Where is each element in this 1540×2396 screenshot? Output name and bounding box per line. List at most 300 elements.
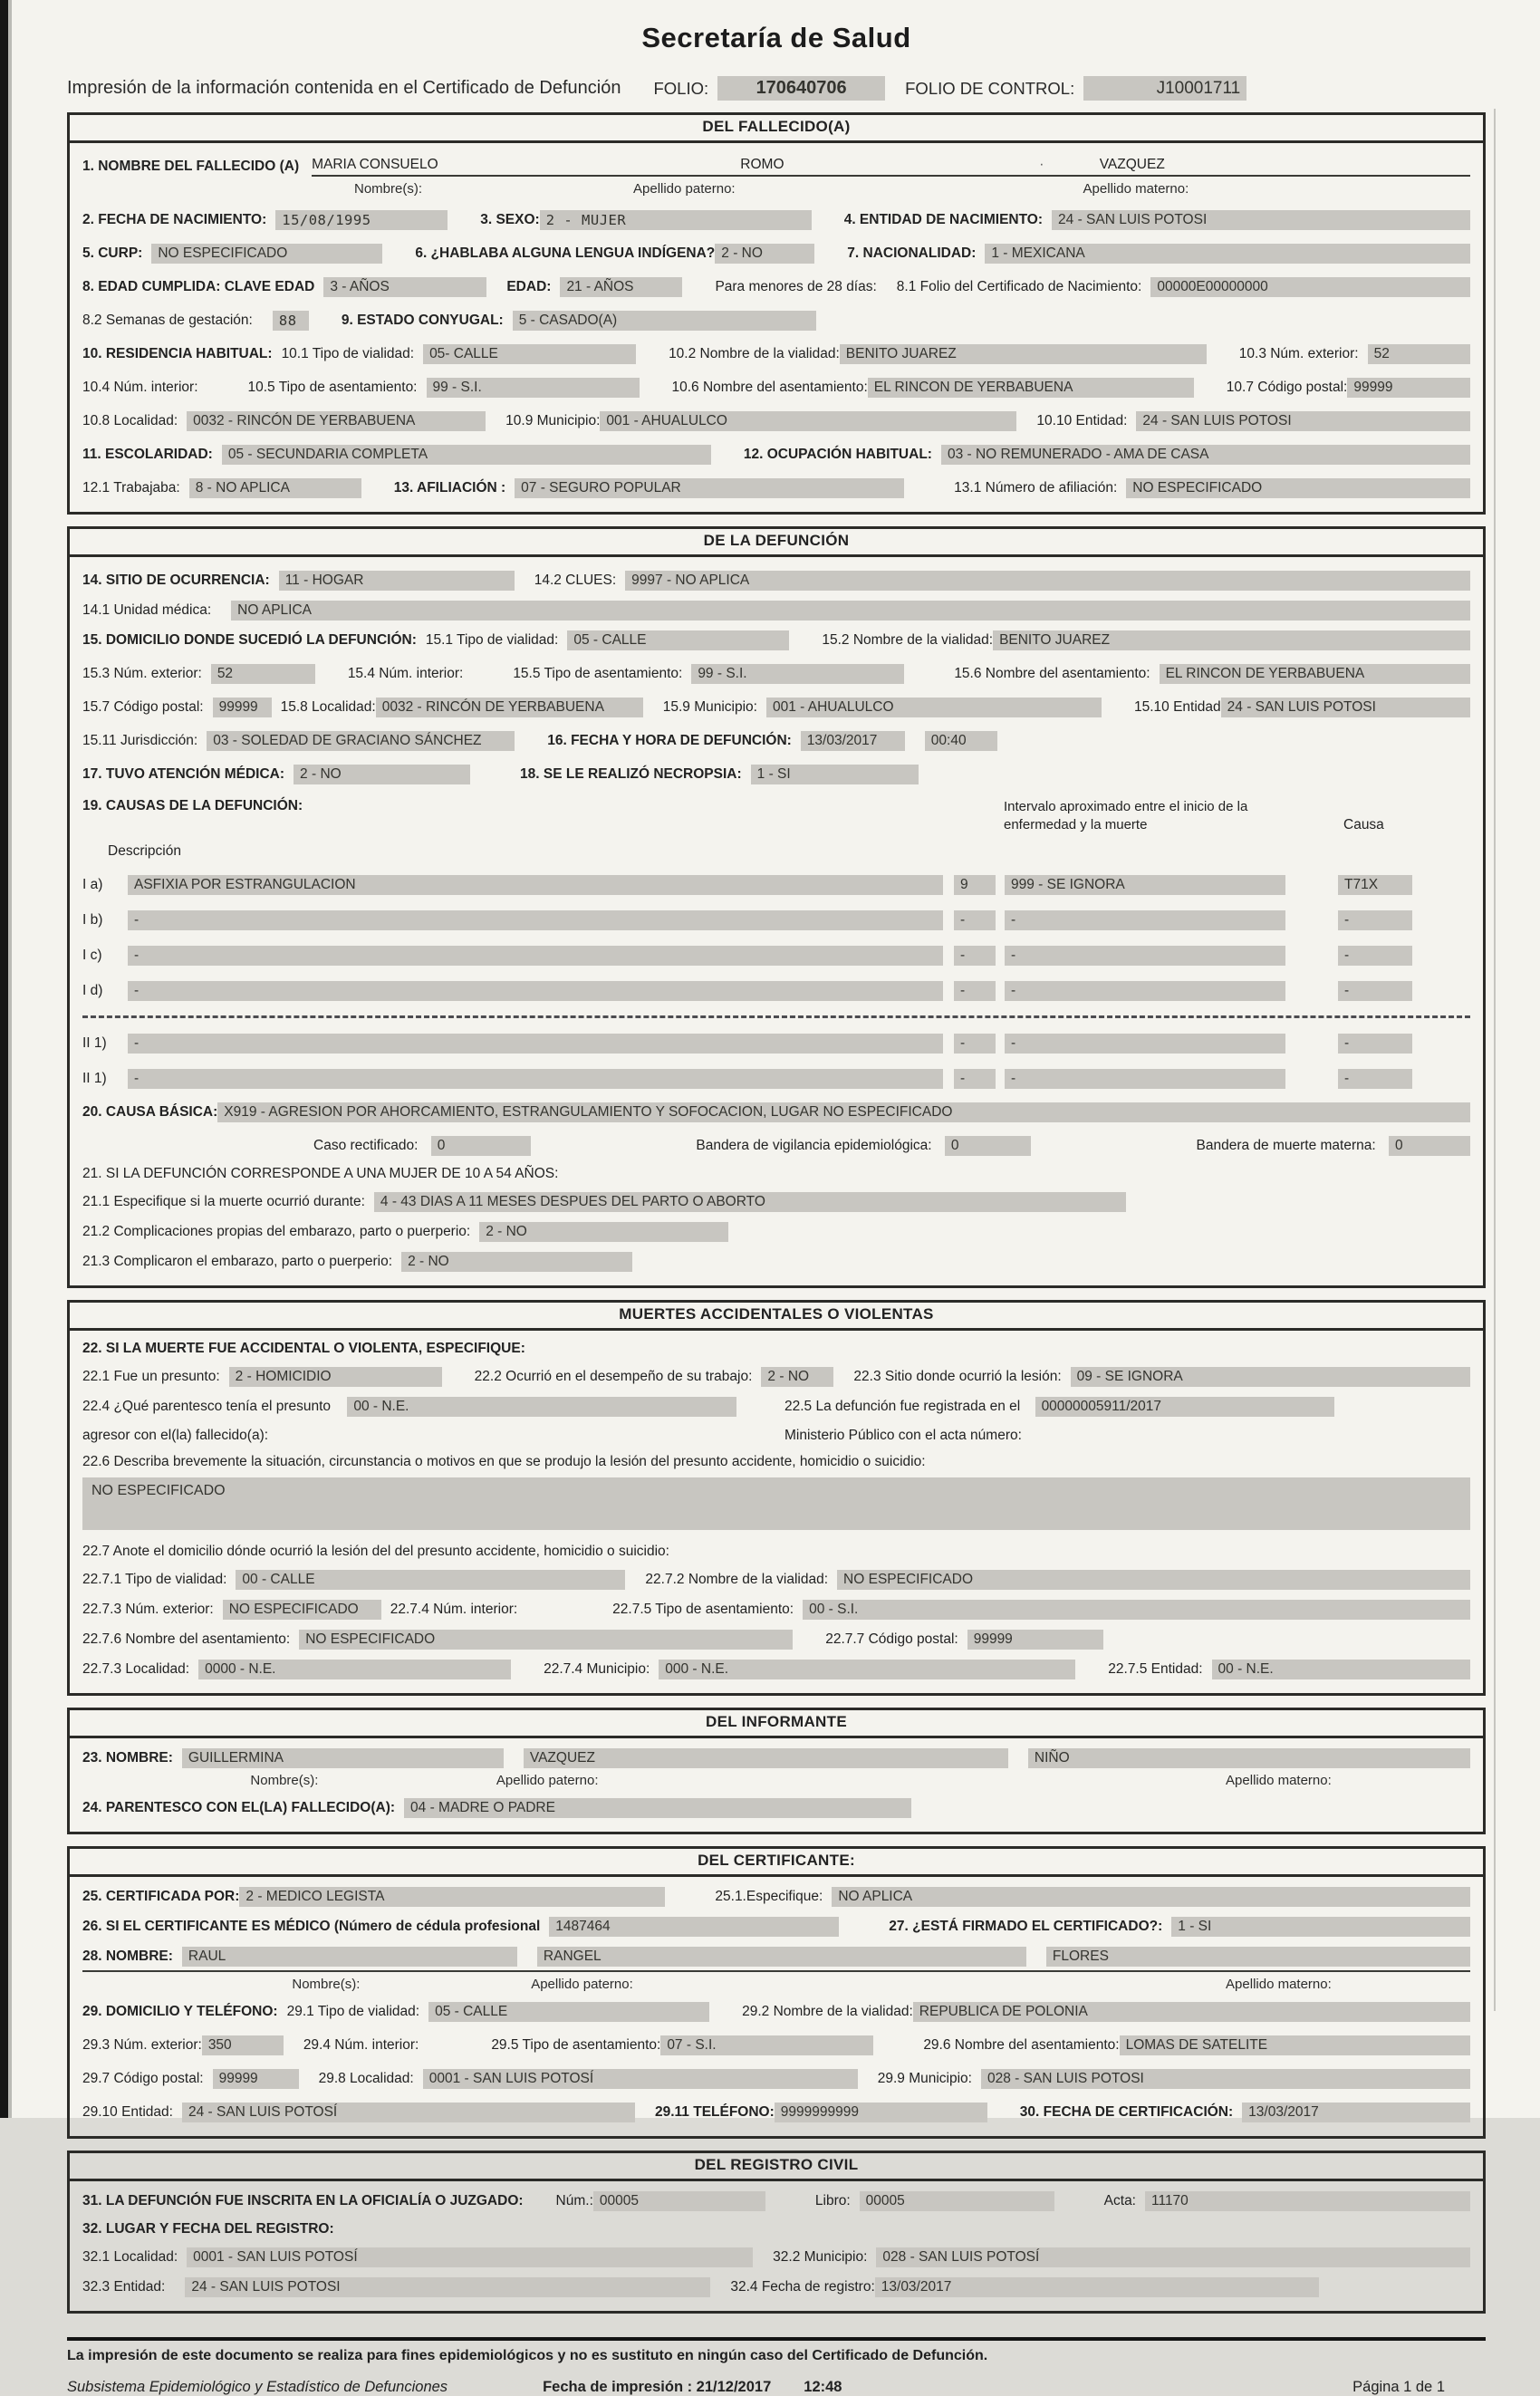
bandera-vigilancia-label: Bandera de vigilancia epidemiológica: <box>696 1138 932 1154</box>
nacionalidad-value: 1 - MEXICANA <box>985 244 1470 264</box>
row-29-10 <box>82 2103 1470 2122</box>
ocurrio-trabajo-label: 22.2 Ocurrió en el desempeño de su trabajo: <box>474 1369 753 1384</box>
libro-value: 00005 <box>860 2191 1054 2211</box>
acta-ministerio-line1 <box>784 1397 1470 1417</box>
registro-municipio-label: 32.2 Municipio: <box>773 2249 868 2265</box>
sexo-value: 2 - MUJER <box>540 210 812 230</box>
row-residencia-3 <box>82 411 1470 431</box>
causas-defuncion-label: 19. CAUSAS DE LA DEFUNCIÓN: <box>82 798 303 813</box>
lengua-indigena-value: 2 - NO <box>715 244 814 264</box>
tipo-vialidad-label: 10.1 Tipo de vialidad: <box>281 346 415 361</box>
def-num-exterior-label: 15.3 Núm. exterior: <box>82 666 202 681</box>
codigo-postal-label: 10.7 Código postal: <box>1226 380 1348 395</box>
complicaciones-embarazo-value: 2 - NO <box>479 1222 728 1242</box>
numero-afiliacion-value: NO ESPECIFICADO <box>1126 478 1470 498</box>
descripcion-header-label: Descripción <box>108 843 181 859</box>
document-subheader <box>67 76 1486 101</box>
def-nombre-asentamiento-value: EL RINCON DE YERBABUENA <box>1160 664 1470 684</box>
muerte-violenta-label: 22. SI LA MUERTE FUE ACCIDENTAL O VIOLENTA, ESPECIFIQUE: <box>82 1341 525 1356</box>
cert-nombre-asentamiento-label: 29.6 Nombre del asentamiento: <box>923 2037 1120 2053</box>
row-certificada-por <box>82 1887 1470 1907</box>
cause-description: - <box>128 1034 943 1054</box>
domicilio-telefono-label: 29. DOMICILIO Y TELÉFONO: <box>82 2004 278 2019</box>
row-causas-header <box>82 798 1470 833</box>
localidad-value: 0032 - RINCÓN DE YERBABUENA <box>187 411 486 431</box>
lesion-nombre-vialidad-label: 22.7.2 Nombre de la vialidad: <box>645 1572 829 1587</box>
def-entidad-value: 24 - SAN LUIS POTOSI <box>1221 698 1470 717</box>
domicilio-defuncion-label: 15. DOMICILIO DONDE SUCEDIÓ LA DEFUNCIÓN: <box>82 632 417 648</box>
footer-row <box>67 2379 1486 2396</box>
fecha-nacimiento-value: 15/08/1995 <box>275 210 448 230</box>
cause-interval-unit: - <box>954 910 996 930</box>
row-defuncion-3 <box>82 698 1470 717</box>
fecha-hora-defuncion-label: 16. FECHA Y HORA DE DEFUNCIÓN: <box>547 733 792 748</box>
def-num-exterior-value: 52 <box>211 664 315 684</box>
informante-apellido-materno: NIÑO <box>1028 1748 1470 1768</box>
folio-label: FOLIO: <box>653 78 709 98</box>
row-residencia-1 <box>82 344 1470 364</box>
nombre-fallecido-sublabels <box>82 181 1470 197</box>
footer-hora-impresion: 12:48 <box>804 2379 842 2395</box>
row-22-7-6 <box>82 1630 1470 1650</box>
row-29-3 <box>82 2035 1470 2055</box>
nombre-vialidad-value: BENITO JUAREZ <box>840 344 1207 364</box>
cause-row <box>82 946 1470 966</box>
trabajaba-label: 12.1 Trabajaba: <box>82 480 180 496</box>
entidad-label: 10.10 Entidad: <box>1036 413 1128 428</box>
lesion-localidad-label: 22.7.3 Localidad: <box>82 1661 190 1677</box>
cert-telefono-label: 29.11 TELÉFONO: <box>654 2104 775 2120</box>
complicaciones-embarazo-label: 21.2 Complicaciones propias del embarazo, parto o puerperio: <box>82 1224 471 1239</box>
registro-municipio-value: 028 - SAN LUIS POTOSÍ <box>876 2247 1470 2267</box>
municipio-label: 10.9 Municipio: <box>505 413 601 428</box>
def-municipio-value: 001 - AHUALULCO <box>766 698 1102 717</box>
certificante-especifique-label: 25.1.Especifique: <box>715 1889 823 1904</box>
trabajaba-value: 8 - NO APLICA <box>189 478 361 498</box>
cause-interval-value: - <box>1005 1069 1285 1089</box>
edad-value: 21 - AÑOS <box>560 277 682 297</box>
cause-key: I a) <box>82 877 103 892</box>
sublabel-nombres: Nombre(s): <box>354 181 423 197</box>
folio-value: 170640706 <box>717 76 885 101</box>
cause-interval-unit: - <box>954 1034 996 1054</box>
ocupacion-label: 12. OCUPACIÓN HABITUAL: <box>743 447 932 462</box>
cause-description: - <box>128 1069 943 1089</box>
tipo-vialidad-value: 05- CALLE <box>423 344 636 364</box>
nombre-fallecido-label: 1. NOMBRE DEL FALLECIDO (A) <box>82 159 300 174</box>
num-exterior-label: 10.3 Núm. exterior: <box>1238 346 1359 361</box>
cert-municipio-label: 29.9 Municipio: <box>877 2071 972 2086</box>
row-unidad-medica <box>82 601 1470 621</box>
cause-description: - <box>128 946 943 966</box>
atencion-medica-label: 17. TUVO ATENCIÓN MÉDICA: <box>82 766 285 782</box>
bandera-materna-value: 0 <box>1389 1136 1470 1156</box>
causa-basica-label: 20. CAUSA BÁSICA: <box>82 1104 218 1120</box>
lesion-nombre-asentamiento-value: NO ESPECIFICADO <box>299 1630 793 1650</box>
footer-subsistema: Subsistema Epidemiológico y Estadístico de Defunciones <box>67 2379 448 2395</box>
atencion-medica-value: 2 - NO <box>294 765 470 784</box>
section-certificante-title: DEL CERTIFICANTE: <box>70 1849 1483 1877</box>
lesion-tipo-asentamiento-value: 00 - S.I. <box>803 1600 1470 1620</box>
certificante-sublabel-materno: Apellido materno: <box>1226 1977 1332 1992</box>
cause-interval-value: - <box>1005 1034 1285 1054</box>
numero-afiliacion-label: 13.1 Número de afiliación: <box>954 480 1118 496</box>
cause-interval-unit: - <box>954 946 996 966</box>
curp-value: NO ESPECIFICADO <box>151 244 382 264</box>
codigo-postal-value: 99999 <box>1347 378 1470 398</box>
row-mujer-3 <box>82 1252 1470 1272</box>
lesion-codigo-postal-value: 99999 <box>967 1630 1103 1650</box>
lesion-codigo-postal-label: 22.7.7 Código postal: <box>825 1631 958 1647</box>
certificante-nombre-label: 28. NOMBRE: <box>82 1949 173 1964</box>
cause-row <box>82 875 1470 895</box>
cert-entidad-label: 29.10 Entidad: <box>82 2104 173 2120</box>
estado-conyugal-label: 9. ESTADO CONYUGAL: <box>341 313 504 328</box>
oficialia-num-value: 00005 <box>593 2191 765 2211</box>
nombre-vialidad-label: 10.2 Nombre de la vialidad: <box>669 346 840 361</box>
sublabel-apellido-materno: Apellido materno: <box>1083 181 1189 197</box>
fecha-certificacion-label: 30. FECHA DE CERTIFICACIÓN: <box>1019 2104 1234 2120</box>
cert-nombre-asentamiento-value: LOMAS DE SATELITE <box>1120 2035 1470 2055</box>
section-informante-title: DEL INFORMANTE <box>70 1710 1483 1738</box>
footer-pagina: Página 1 de 1 <box>1352 2379 1445 2395</box>
lesion-municipio-value: 000 - N.E. <box>659 1660 1075 1679</box>
num-exterior-value: 52 <box>1368 344 1470 364</box>
row-22-7-localidad <box>82 1660 1470 1679</box>
sitio-lesion-label: 22.3 Sitio donde ocurrió la lesión: <box>853 1369 1062 1384</box>
row-defuncion-2 <box>82 664 1470 684</box>
acta-label: Acta: <box>1103 2193 1136 2208</box>
certificada-por-value: 2 - MEDICO LEGISTA <box>239 1887 665 1907</box>
row-29-7 <box>82 2069 1470 2089</box>
estado-conyugal-value: 5 - CASADO(A) <box>513 311 816 331</box>
causa-basica-value: X919 - AGRESION POR AHORCAMIENTO, ESTRANGULAMIENTO Y SOFOCACION, LUGAR NO ESPECIFICADO <box>217 1102 1470 1122</box>
edad-cumplida-label: 8. EDAD CUMPLIDA: CLAVE EDAD <box>82 279 315 294</box>
acta-ministerio-value: 00000005911/2017 <box>1035 1397 1334 1417</box>
causes-part-divider <box>82 1015 1470 1018</box>
def-localidad-value: 0032 - RINCÓN DE YERBABUENA <box>376 698 643 717</box>
parentesco-value: 04 - MADRE O PADRE <box>404 1798 911 1818</box>
defuncion-mujer-label: 21. SI LA DEFUNCIÓN CORRESPONDE A UNA MUJER DE 10 A 54 AÑOS: <box>82 1166 559 1181</box>
folio-control-value: J10001711 <box>1083 76 1246 101</box>
cert-localidad-value: 0001 - SAN LUIS POTOSÍ <box>423 2069 858 2089</box>
stray-mark: · <box>1039 157 1044 172</box>
sitio-ocurrencia-value: 11 - HOGAR <box>279 571 515 591</box>
lesion-municipio-label: 22.7.4 Municipio: <box>544 1661 650 1677</box>
def-tipo-vialidad-label: 15.1 Tipo de vialidad: <box>425 632 559 648</box>
jurisdiccion-value: 03 - SOLEDAD DE GRACIANO SÁNCHEZ <box>207 731 515 751</box>
cause-key: I b) <box>82 912 103 928</box>
row-mujer-1 <box>82 1192 1470 1212</box>
paper-crease-line <box>1494 109 1496 2011</box>
row-curp <box>82 244 1470 264</box>
section-informante <box>67 1708 1486 1834</box>
cause-interval-value: 999 - SE IGNORA <box>1005 875 1285 895</box>
registro-fecha-label: 32.4 Fecha de registro: <box>730 2279 875 2295</box>
intervalo-header-label: Intervalo aproximado entre el inicio de la enfermedad y la muerte <box>1004 799 1248 832</box>
scan-left-edge <box>0 0 8 2118</box>
cert-codigo-postal-label: 29.7 Código postal: <box>82 2071 204 2086</box>
muerte-ocurrio-durante-value: 4 - 43 DIAS A 11 MESES DESPUES DEL PARTO O ABORTO <box>374 1192 1126 1212</box>
row-descripcion-header <box>82 843 1470 860</box>
cert-tipo-vialidad-value: 05 - CALLE <box>428 2002 709 2022</box>
row-32-3 <box>82 2277 1470 2297</box>
sexo-label: 3. SEXO: <box>480 212 540 227</box>
cause-key: I d) <box>82 983 103 998</box>
section-muertes-title: MUERTES ACCIDENTALES O VIOLENTAS <box>70 1303 1483 1331</box>
cause-interval-value: - <box>1005 946 1285 966</box>
nombre-asentamiento-label: 10.6 Nombre del asentamiento: <box>671 380 868 395</box>
cause-key: II 1) <box>82 1071 107 1086</box>
cause-code: - <box>1338 1069 1412 1089</box>
cause-description: ASFIXIA POR ESTRANGULACION <box>128 875 943 895</box>
afiliacion-label: 13. AFILIACIÓN : <box>393 480 506 496</box>
cause-interval-unit: 9 <box>954 875 996 895</box>
ocupacion-value: 03 - NO REMUNERADO - AMA DE CASA <box>941 445 1470 465</box>
fue-presunto-label: 22.1 Fue un presunto: <box>82 1369 220 1384</box>
cert-num-exterior-value: 350 <box>202 2035 284 2055</box>
lesion-localidad-value: 0000 - N.E. <box>198 1660 511 1679</box>
libro-label: Libro: <box>814 2193 851 2208</box>
cert-telefono-value: 9999999999 <box>775 2103 987 2122</box>
bandera-materna-group <box>1197 1136 1470 1156</box>
row-22-6 <box>82 1454 1470 1470</box>
row-29 <box>82 2002 1470 2022</box>
acta-ministerio-label2: Ministerio Público con el acta número: <box>784 1428 1022 1443</box>
entidad-nacimiento-value: 24 - SAN LUIS POTOSI <box>1052 210 1470 230</box>
cause-interval-unit: - <box>954 981 996 1001</box>
informante-sublabel-materno: Apellido materno: <box>1226 1773 1332 1788</box>
entidad-value: 24 - SAN LUIS POTOSI <box>1136 411 1470 431</box>
parentesco-agresor-label: 22.4 ¿Qué parentesco tenía el presunto <box>82 1399 332 1415</box>
cause-interval-value: - <box>1005 910 1285 930</box>
def-localidad-label: 15.8 Localidad: <box>280 699 376 715</box>
cert-num-interior-label: 29.4 Núm. interior: <box>303 2037 419 2053</box>
clues-label: 14.2 CLUES: <box>534 573 617 588</box>
row-nombre-fallecido <box>82 157 1470 177</box>
footer-rule <box>67 2337 1486 2341</box>
def-num-interior-label: 15.4 Núm. interior: <box>347 666 464 681</box>
necropsia-label: 18. SE LE REALIZÓ NECROPSIA: <box>520 766 742 782</box>
cause-interval-value: - <box>1005 981 1285 1001</box>
lesion-tipo-vialidad-label: 22.7.1 Tipo de vialidad: <box>82 1572 227 1587</box>
semanas-gestacion-value: 88 <box>273 311 309 331</box>
section-certificante <box>67 1846 1486 2139</box>
row-mujer-2 <box>82 1222 1470 1242</box>
cause-code: - <box>1338 946 1412 966</box>
row-banderas <box>82 1136 1470 1156</box>
def-tipo-asentamiento-value: 99 - S.I. <box>691 664 904 684</box>
row-domicilio-defuncion <box>82 630 1470 650</box>
folio-nacimiento-value: 00000E00000000 <box>1150 277 1470 297</box>
section-muertes-violentas <box>67 1300 1486 1696</box>
def-entidad-label: 15.10 Entidad <box>1133 699 1221 715</box>
cause-code: - <box>1338 1034 1412 1054</box>
def-municipio-label: 15.9 Municipio: <box>662 699 757 715</box>
footer-fecha-impresion: Fecha de impresión : 21/12/2017 <box>543 2379 772 2395</box>
causa-header-label: Causa <box>1343 817 1384 832</box>
row-causa-basica <box>82 1102 1470 1122</box>
informante-apellido-paterno: VAZQUEZ <box>524 1748 1008 1768</box>
registro-entidad-label: 32.3 Entidad: <box>82 2279 166 2295</box>
hora-defuncion-value: 00:40 <box>925 731 997 751</box>
parentesco-agresor-line1 <box>82 1397 784 1417</box>
cause-interval-unit: - <box>954 1069 996 1089</box>
cert-tipo-asentamiento-label: 29.5 Tipo de asentamiento: <box>491 2037 661 2053</box>
cause-row <box>82 910 1470 930</box>
num-interior-label: 10.4 Núm. interior: <box>82 380 198 395</box>
caso-rectificado-label: Caso rectificado: <box>313 1138 419 1154</box>
certificante-apellido-materno: FLORES <box>1046 1947 1470 1967</box>
cert-entidad-value: 24 - SAN LUIS POTOSÍ <box>182 2103 635 2122</box>
section-defuncion <box>67 526 1486 1288</box>
menores-label: Para menores de 28 días: <box>715 279 877 294</box>
complicaron-embarazo-label: 21.3 Complicaron el embarazo, parto o puerperio: <box>82 1254 393 1269</box>
row-22-1 <box>82 1367 1470 1387</box>
row-nacimiento <box>82 210 1470 230</box>
acta-ministerio-group <box>784 1397 1470 1444</box>
fallecido-apellido-paterno: ROMO <box>740 157 784 172</box>
cause-key: II 1) <box>82 1035 107 1051</box>
informante-nombre-label: 23. NOMBRE: <box>82 1750 173 1766</box>
registro-localidad-value: 0001 - SAN LUIS POTOSÍ <box>187 2247 753 2267</box>
localidad-label: 10.8 Localidad: <box>82 413 178 428</box>
row-parentesco <box>82 1798 1470 1818</box>
fallecido-nombres: MARIA CONSUELO <box>312 157 438 172</box>
row-22-7-1 <box>82 1570 1470 1590</box>
residencia-label: 10. RESIDENCIA HABITUAL: <box>82 346 273 361</box>
def-tipo-asentamiento-label: 15.5 Tipo de asentamiento: <box>513 666 683 681</box>
row-22-7-3 <box>82 1600 1470 1620</box>
parentesco-label: 24. PARENTESCO CON EL(LA) FALLECIDO(A): <box>82 1800 396 1815</box>
subtitle: Impresión de la información contenida en el Certificado de Defunción <box>67 78 621 98</box>
row-edad <box>82 277 1470 297</box>
row-informante-nombre <box>82 1748 1470 1768</box>
afiliacion-value: 07 - SEGURO POPULAR <box>515 478 904 498</box>
fue-presunto-value: 2 - HOMICIDIO <box>229 1367 442 1387</box>
def-codigo-postal-value: 99999 <box>213 698 272 717</box>
registro-localidad-label: 32.1 Localidad: <box>82 2249 178 2265</box>
registro-entidad-value: 24 - SAN LUIS POTOSI <box>185 2277 710 2297</box>
cause-description: - <box>128 910 943 930</box>
row-sitio <box>82 571 1470 591</box>
row-afiliacion <box>82 478 1470 498</box>
certificante-nombres: RAUL <box>182 1947 517 1967</box>
acta-ministerio-label: 22.5 La defunción fue registrada en el <box>784 1399 1021 1415</box>
jurisdiccion-label: 15.11 Jurisdicción: <box>82 733 198 748</box>
cause-code: - <box>1338 981 1412 1001</box>
informante-sublabels <box>82 1773 1470 1788</box>
cause-row <box>82 981 1470 1001</box>
cause-key: I c) <box>82 948 102 963</box>
cert-codigo-postal-value: 99999 <box>213 2069 299 2089</box>
firmado-certificado-label: 27. ¿ESTÁ FIRMADO EL CERTIFICADO?: <box>889 1919 1163 1934</box>
lesion-num-exterior-label: 22.7.3 Núm. exterior: <box>82 1602 214 1617</box>
cert-tipo-vialidad-label: 29.1 Tipo de vialidad: <box>286 2004 420 2019</box>
semanas-gestacion-label: 8.2 Semanas de gestación: <box>82 313 253 328</box>
caso-rectificado-value: 0 <box>431 1136 531 1156</box>
unidad-medica-label: 14.1 Unidad médica: <box>82 602 212 618</box>
lesion-nombre-asentamiento-label: 22.7.6 Nombre del asentamiento: <box>82 1631 291 1647</box>
certificante-sublabel-nombres: Nombre(s): <box>292 1977 361 1992</box>
certificante-especifique-value: NO APLICA <box>832 1887 1470 1907</box>
unidad-medica-value: NO APLICA <box>231 601 1470 621</box>
row-atencion <box>82 765 1470 784</box>
escolaridad-value: 05 - SECUNDARIA COMPLETA <box>222 445 711 465</box>
cert-municipio-value: 028 - SAN LUIS POTOSI <box>981 2069 1470 2089</box>
bandera-vigilancia-group <box>696 1136 1031 1156</box>
scan-left-edge-shadow <box>8 0 12 2118</box>
fecha-certificacion-value: 13/03/2017 <box>1242 2103 1470 2122</box>
domicilio-lesion-label: 22.7 Anote el domicilio dónde ocurrió la lesión del del presunto accidente, homicidio o suicidio: <box>82 1544 669 1559</box>
caso-rectificado-group <box>313 1136 531 1156</box>
def-codigo-postal-label: 15.7 Código postal: <box>82 699 204 715</box>
cause-row <box>82 1034 1470 1054</box>
nombre-fallecido-line <box>312 157 1470 177</box>
section-registro-title: DEL REGISTRO CIVIL <box>70 2153 1483 2181</box>
cert-nombre-vialidad-value: REPUBLICA DE POLONIA <box>913 2002 1470 2022</box>
row-22-7 <box>82 1544 1470 1560</box>
cert-localidad-label: 29.8 Localidad: <box>318 2071 414 2086</box>
lesion-num-interior-label: 22.7.4 Núm. interior: <box>390 1602 518 1617</box>
row-gestacion <box>82 311 1470 331</box>
lesion-tipo-asentamiento-label: 22.7.5 Tipo de asentamiento: <box>612 1602 794 1617</box>
row-cedula <box>82 1917 1470 1937</box>
oficialia-num-label: Núm.: <box>555 2193 593 2208</box>
municipio-value: 001 - AHUALULCO <box>600 411 1016 431</box>
certificante-sublabel-paterno: Apellido paterno: <box>531 1977 633 1992</box>
sitio-ocurrencia-label: 14. SITIO DE OCURRENCIA: <box>82 573 270 588</box>
informante-nombres: GUILLERMINA <box>182 1748 504 1768</box>
registro-fecha-value: 13/03/2017 <box>875 2277 1319 2297</box>
cert-tipo-asentamiento-value: 07 - S.I. <box>660 2035 873 2055</box>
clave-edad-value: 3 - AÑOS <box>323 277 486 297</box>
entidad-nacimiento-label: 4. ENTIDAD DE NACIMIENTO: <box>843 212 1044 227</box>
informante-sublabel-nombres: Nombre(s): <box>250 1773 319 1788</box>
necropsia-value: 1 - SI <box>751 765 919 784</box>
cause-code: T71X <box>1338 875 1412 895</box>
escolaridad-label: 11. ESCOLARIDAD: <box>82 447 213 462</box>
footer-note: La impresión de este documento se realiza para fines epidemiológicos y no es sustituto en ningún caso del Certificado de Defunción. <box>67 2348 988 2363</box>
folio-control-label: FOLIO DE CONTROL: <box>905 78 1075 98</box>
muerte-ocurrio-durante-label: 21.1 Especifique si la muerte ocurrió durante: <box>82 1194 365 1209</box>
row-32-1 <box>82 2247 1470 2267</box>
clues-value: 9997 - NO APLICA <box>625 571 1470 591</box>
sublabel-apellido-paterno: Apellido paterno: <box>633 181 736 197</box>
parentesco-agresor-label2: agresor con el(la) fallecido(a): <box>82 1428 269 1443</box>
row-22-4-22-5 <box>82 1397 1470 1444</box>
folio-nacimiento-label: 8.1 Folio del Certificado de Nacimiento: <box>896 279 1142 294</box>
row-jurisdiccion <box>82 731 1470 751</box>
parentesco-agresor-value: 00 - N.E. <box>347 1397 736 1417</box>
row-escolaridad <box>82 445 1470 465</box>
lugar-fecha-registro-label: 32. LUGAR Y FECHA DEL REGISTRO: <box>82 2221 334 2237</box>
def-nombre-vialidad-value: BENITO JUAREZ <box>993 630 1470 650</box>
cert-nombre-vialidad-label: 29.2 Nombre de la vialidad: <box>742 2004 913 2019</box>
bandera-vigilancia-value: 0 <box>945 1136 1031 1156</box>
cause-row <box>82 1069 1470 1089</box>
describa-situacion-label: 22.6 Describa brevemente la situación, circunstancia o motivos en que se produjo la lesión del presunto accidente, homicidio o suicidio: <box>82 1454 926 1469</box>
section-fallecido <box>67 112 1486 515</box>
lengua-indigena-label: 6. ¿HABLABA ALGUNA LENGUA INDÍGENA? <box>415 245 716 261</box>
informante-sublabel-paterno: Apellido paterno: <box>496 1773 599 1788</box>
row-32 <box>82 2221 1470 2237</box>
def-nombre-vialidad-label: 15.2 Nombre de la vialidad: <box>822 632 994 648</box>
lesion-entidad-value: 00 - N.E. <box>1212 1660 1470 1679</box>
ocurrio-trabajo-value: 2 - NO <box>761 1367 833 1387</box>
fallecido-apellido-materno: VAZQUEZ <box>1099 157 1165 172</box>
fecha-nacimiento-label: 2. FECHA DE NACIMIENTO: <box>82 212 267 227</box>
